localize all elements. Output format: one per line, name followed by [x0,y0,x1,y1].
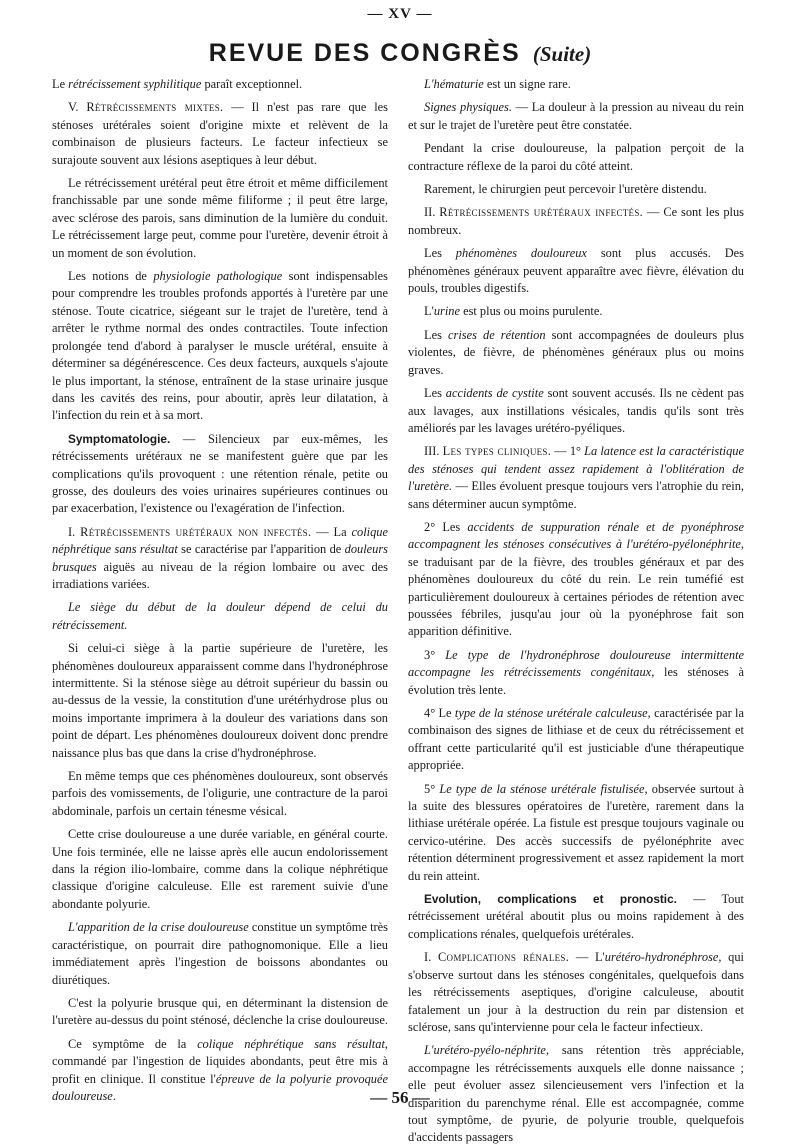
right-column [408,76,745,1145]
paragraph [408,99,744,134]
text-run: La latence est la caractéristique des sténoses qui tendent assez rapidement à l'oblitération de l'uretère. [408,444,745,494]
text-run: En même temps que ces phénomènes douloureux, sont observés parfois des vomissements, de l'oligurie, une contracture de la paroi abdominale, parfois un certain ténesme vésical. [52,769,388,818]
text-run: — Tout rétrécissement urétéral aboutit plus ou moins rapidement à des complications rénales, quelquefois urétérales. [408,892,744,941]
text-run: Les notions de [68,269,154,284]
paragraph [52,599,388,634]
text-run: paraît exceptionnel. [201,77,303,91]
text-run: accidents de suppuration rénale et de pyonéphrose accompagnent les sténoses consécutives à l'urétéro-pyélonéphrite [408,519,744,552]
text-run: 3° [424,647,446,662]
text-run: physiologie pathologique [153,269,283,284]
text-run: rétrécissement syphilitique [68,77,202,91]
text-run: Rétrécissements urétéraux infectés. [439,205,644,220]
text-run: Signes physiques. [424,100,512,115]
text-run: Complications rénales. [437,950,570,965]
paragraph [408,443,744,513]
paragraph [52,76,388,93]
text-run: sont accompagnées de douleurs plus violentes, de fièvre, de phénomènes généraux plus ou moins graves. [408,327,744,377]
text-run: Le [52,77,69,91]
paragraph [408,385,744,437]
paragraph [408,327,744,379]
text-run: , les sténoses à évolution très lente. [408,665,745,697]
text-run: Le siège du début de la douleur dépend de celui du rétrécissement. [52,600,388,632]
text-run: II. [424,205,440,220]
text-run: 5° [424,781,440,796]
text-run: colique néphrétique sans résultat [52,524,388,557]
text-run: L'apparition de la crise douloureuse [68,920,249,935]
page-number: — 56 — [370,1088,430,1107]
paragraph [408,781,744,885]
text-run: , qui s'observe surtout dans les sténoses congénitales, quelquefois dans les rétrécissements aseptiques, d'origine calculeuse, aboutit fatalement un jour à la destruction du rein par distension et sclérose, sans qu'intervienne pour cela le facteur infectieux. [408,950,744,1034]
paragraph [408,891,744,943]
text-run: urétéro-hydronéphrose [604,950,719,965]
title-main: REVUE DES CONGRÈS [208,39,521,67]
paragraph [408,519,744,641]
text-run: L'hématurie [424,77,484,91]
text-run: Evolution, complications et pronostic. [424,892,677,907]
text-run: , caractérisée par la combinaison des signes de lithiase et de ceux du rétrécissement et offrant cette particularité qu'il est justiciable d'une thérapeutique appropriée. [408,706,744,773]
paragraph [408,949,744,1036]
text-run: — Elles évoluent presque toujours vers l'atrophie du rein, sans déterminer aucun symptôme. [408,479,744,511]
text-run: , se traduisant par de la fièvre, des troubles généraux et par des phénomènes douloureux du côté du rein. Le rein tuméfié est particulièrement douloureux à certaines périodes de rétention avec poussées fébriles, jusqu'au jour où la pyonéphrose fait son apparition définitive. [408,537,744,639]
text-run: phénomènes douloureux [455,246,587,261]
text-run: est un signe rare. [483,77,571,91]
paragraph [52,768,388,820]
paragraph [408,303,744,320]
text-run: Symptomatologie. [68,431,171,446]
paragraph [408,140,744,175]
text-run: L'urétéro-pyélo-néphrite [424,1043,546,1058]
text-run: Pendant la crise douloureuse, la palpation perçoit de la contracture réflexe de la paroi du côté atteint. [408,141,744,173]
text-run: se caractérise par l'apparition de [177,542,345,557]
paragraph [408,204,744,239]
text-run: C'est la polyurie brusque qui, en déterminant la distension de l'uretère au-dessus du point sténosé, déclenche la crise douloureuse. [52,995,388,1028]
text-run: Les [424,246,456,261]
paragraph [408,647,744,699]
text-run: — La [311,524,352,539]
text-run: , observée surtout à la suite des blessures opératoires de l'uretère, rarement dans la lithiase urétérale opérée. La fistule est presque toujours vaginale ou cervico-utérine. Des accès successifs de pyélonéphrite avec rétention déterminent progressivement et assez rapidement la mort du rein atteint. [408,781,745,883]
text-run: Rarement, le chirurgien peut percevoir l'uretère distendu. [424,182,707,197]
text-run: Le type de l'hydronéphrose douloureuse intermittente accompagne les rétrécissements congénitaux [408,647,745,680]
paragraph [52,995,388,1030]
paragraph [408,705,744,775]
text-run: aiguës au niveau de la région lombaire ou avec des irradiations variées. [52,559,388,591]
page-header-roman-numeral: — XV — [367,6,433,22]
text-run: sont plus accusés. Des phénomènes généraux peuvent apparaître avec fièvre, élévation du pouls, troubles digestifs. [408,246,745,296]
text-run: — L' [569,950,605,965]
text-run: — 1° [551,444,585,459]
paragraph [52,268,388,425]
paragraph [52,431,388,518]
text-run: 4° Le [424,706,455,720]
text-run: sont indispensables pour comprendre les troubles profonds apportés à l'uretère par une sténose. Toute cicatrice, siégeant sur le trajet de l'uretère, tend à arrêter le rythme normal des ondes contractiles. Toute infection prolongée tend d'abord à paralyser le muscle urétéral, ensuite à déterminer sa dégénérescence. Ces deux facteurs, auxquels s'ajoute le plus important, la sténose, entraînent de la stase urinaire jusque dans les cavités des reins, pour aboutir, après leur dilatation, à l'infection du rein et à sa mort. [52,269,388,423]
paragraph [52,640,388,762]
text-run: Si celui-ci siège à la partie supérieure de l'uretère, les phénomènes douloureux apparaissent comme dans l'hydronéphrose intermittente. Si la sténose siège au détroit supérieur du bassin ou au-dessus de la vessie, la constitution d'une urétérhydrose plus ou moins importante imprimera à la douleur des variations dans son point de départ. Les phénomènes douloureux doivent donc prendre naissance plus bas que dans la crise d'hydronéphrose. [52,641,388,760]
text-run: I. [424,950,438,965]
text-run: L' [424,304,434,319]
text-run: III. [424,444,443,459]
text-run: type de la sténose urétérale calculeuse [454,706,648,720]
text-run: Le rétrécissement urétéral peut être étroit et même difficilement franchissable par une sonde même filiforme ; il peut être large, avec sclérose des parois, sans diminution de la lumière du conduit. Le rétrécissement large peut, comme pour l'uretère, devenir étroit à un moment de son évolution. [52,176,388,260]
paragraph [52,175,388,262]
text-run: sont souvent accusés. Ils ne cèdent pas aux lavages, aux instillations vésicales, tandis qu'ils sont très améliorés par les lavages urétéro-pyéliques. [408,386,744,435]
title-suite: (Suite) [532,42,592,66]
text-run: épreuve de la polyurie provoquée douloureuse [52,1071,389,1103]
paragraph [52,826,388,913]
text-run: , commandé par l'ingestion de liquides abondants, peut être mis à profit en clinique. Il constitue l' [52,1036,388,1086]
text-run: Rétrécissements urétéraux non infectés. [80,524,312,539]
page-title [0,38,800,69]
text-run: — La douleur à la pression au niveau du rein et sur le trajet de l'uretère peut être constatée. [408,100,744,132]
paragraph [52,919,388,989]
left-column [52,76,389,1103]
text-run: Ce symptôme de la [68,1036,198,1051]
text-run: crises de rétention [448,327,546,342]
text-run: , sans rétention très appréciable, accompagne les rétrécissements auxquels elle donne naissance ; elle peut évoluer assez silencieusement vers l'infection et la disparition du parenchyme rénal. Elle est accompagnée, comme tout symptôme, de pyurie, de polyurie trouble, quelquefois d'accidents passagers [408,1043,744,1145]
text-run: — Il n'est pas rare que les sténoses urétérales soient d'origine mixte et relèvent de la combinaison de plusieurs facteurs. Le facteur infectieux se surajoute souvent aux lésions aseptiques à leur début. [52,100,388,167]
text-run: V. [68,100,87,115]
text-run: urine [433,304,460,319]
text-run: colique néphrétique sans résultat [197,1036,385,1051]
text-run: Cette crise douloureuse a une durée variable, en général courte. Une fois terminée, elle ne laisse après elle aucun endolorissement dans la région ilio-lombaire, comme dans la colique néphrétique classique d'origine calculeuse. Elle est rarement suivie d'une abondante polyurie. [52,827,388,911]
text-run: constitue un symptôme très caractéristique, on pourrait dire pathognomonique. Elle a lieu immédiatement après l'ingestion de boissons abondantes ou diurétiques. [52,920,388,987]
text-run: douleurs brusques [52,542,388,574]
text-run: accidents de cystite [445,386,544,401]
paragraph [408,181,744,198]
paragraph [52,99,388,169]
paragraph [408,245,744,297]
text-run: Le type de la sténose urétérale fistulisée [439,781,645,796]
text-run: — Silencieux par eux-mêmes, les rétrécissements urétéraux ne se manifestent guère que par les complications qu'ils provoquent : une rétention rénale, petite ou grosse, des douleurs des voies urinaires supérieures continues ou par exacerbation, l'existence ou l'exagération de l'infection. [52,431,388,516]
text-run: Les [424,327,448,342]
text-run: est plus ou moins purulente. [459,304,603,319]
text-run: Les [424,386,446,401]
text-run: Les types cliniques. [442,444,552,459]
text-run: — Ce sont les plus nombreux. [408,205,744,237]
text-run: Rétrécissements mixtes. [86,100,224,115]
text-run: 2° Les [424,519,468,534]
text-run: I. [68,524,81,539]
paragraph [408,76,744,93]
text-run: . [112,1088,116,1103]
paragraph [52,524,388,594]
